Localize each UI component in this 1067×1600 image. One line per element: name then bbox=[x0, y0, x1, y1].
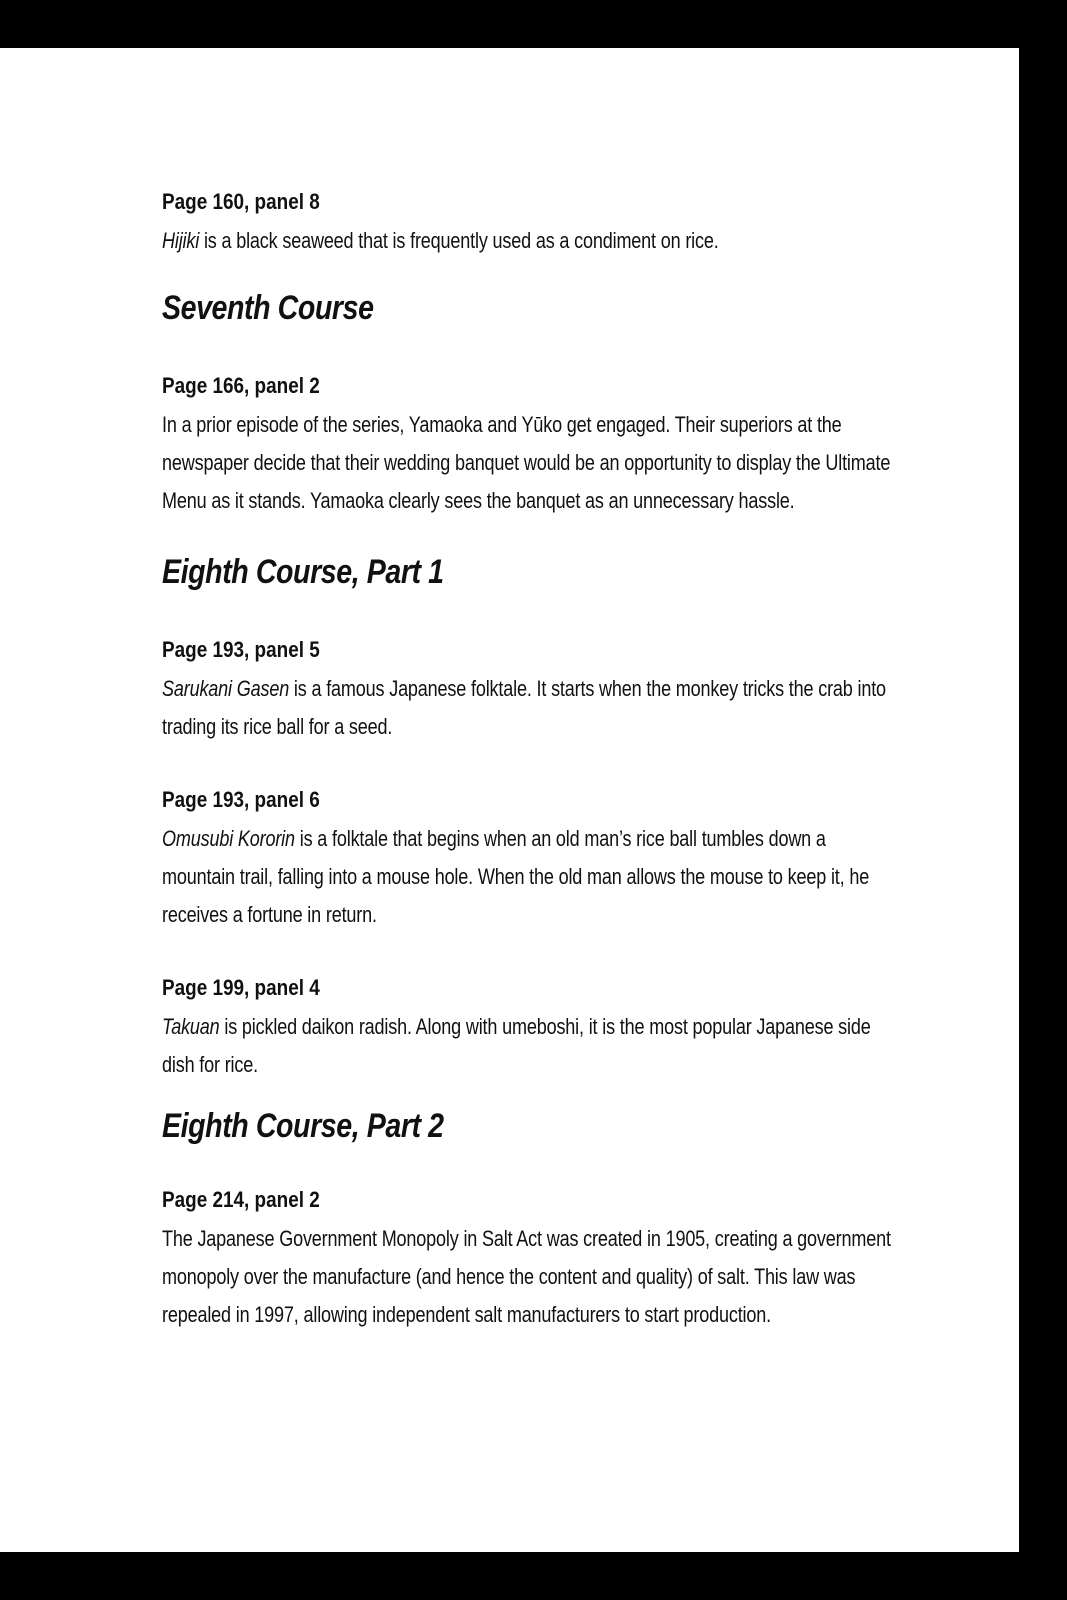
section-heading: Eighth Course, Part 1 bbox=[162, 553, 444, 591]
note-title: Page 160, panel 8 bbox=[162, 189, 320, 214]
note-text: is a folktale that begins when an old man’s rice ball tumbles down a mountain trail, falling into a mouse hole. When the old man allows the mouse to keep it, he receives a fortune in return. bbox=[162, 826, 870, 927]
note-page-214-panel-2 bbox=[162, 1186, 902, 1333]
note-term: Takuan bbox=[162, 1014, 220, 1039]
note-term: Sarukani Gasen bbox=[162, 676, 290, 701]
section-seventh-course bbox=[162, 288, 902, 328]
section-heading: Eighth Course, Part 2 bbox=[162, 1107, 444, 1145]
note-page-166-panel-2 bbox=[162, 372, 902, 519]
note-body bbox=[162, 820, 900, 933]
note-title: Page 214, panel 2 bbox=[162, 1187, 320, 1212]
note-title: Page 193, panel 5 bbox=[162, 637, 320, 662]
note-body bbox=[162, 670, 900, 746]
note-text: is pickled daikon radish. Along with umeboshi, it is the most popular Japanese side dish for rice. bbox=[162, 1014, 871, 1077]
note-page-193-panel-6 bbox=[162, 786, 902, 933]
section-heading: Seventh Course bbox=[162, 289, 374, 327]
note-body bbox=[162, 406, 900, 519]
section-eighth-course-part-1 bbox=[162, 552, 902, 592]
note-text: is a black seaweed that is frequently used as a condiment on rice. bbox=[199, 228, 719, 253]
document-page bbox=[0, 48, 1019, 1552]
note-page-199-panel-4 bbox=[162, 974, 902, 1084]
note-term: Omusubi Kororin bbox=[162, 826, 295, 851]
note-title: Page 199, panel 4 bbox=[162, 975, 320, 1000]
note-term: Hijiki bbox=[162, 228, 200, 253]
section-eighth-course-part-2 bbox=[162, 1106, 902, 1146]
note-text: The Japanese Government Monopoly in Salt Act was created in 1905, creating a government monopoly over the manufacture (and hence the content and quality) of salt. This law was repealed in 1997, allowing independent salt manufacturers to start production. bbox=[162, 1226, 891, 1327]
note-title: Page 193, panel 6 bbox=[162, 787, 320, 812]
note-body bbox=[162, 1008, 900, 1084]
note-page-193-panel-5 bbox=[162, 636, 902, 746]
note-body bbox=[162, 222, 900, 260]
note-title: Page 166, panel 2 bbox=[162, 373, 320, 398]
note-text: is a famous Japanese folktale. It starts when the monkey tricks the crab into trading its rice ball for a seed. bbox=[162, 676, 886, 739]
note-page-160-panel-8 bbox=[162, 188, 902, 260]
note-body bbox=[162, 1220, 900, 1333]
note-text: In a prior episode of the series, Yamaoka and Yūko get engaged. Their superiors at the newspaper decide that their wedding banquet would be an opportunity to display the Ultimate Menu as it stands. Yamaoka clearly sees the banquet as an unnecessary hassle. bbox=[162, 412, 891, 513]
